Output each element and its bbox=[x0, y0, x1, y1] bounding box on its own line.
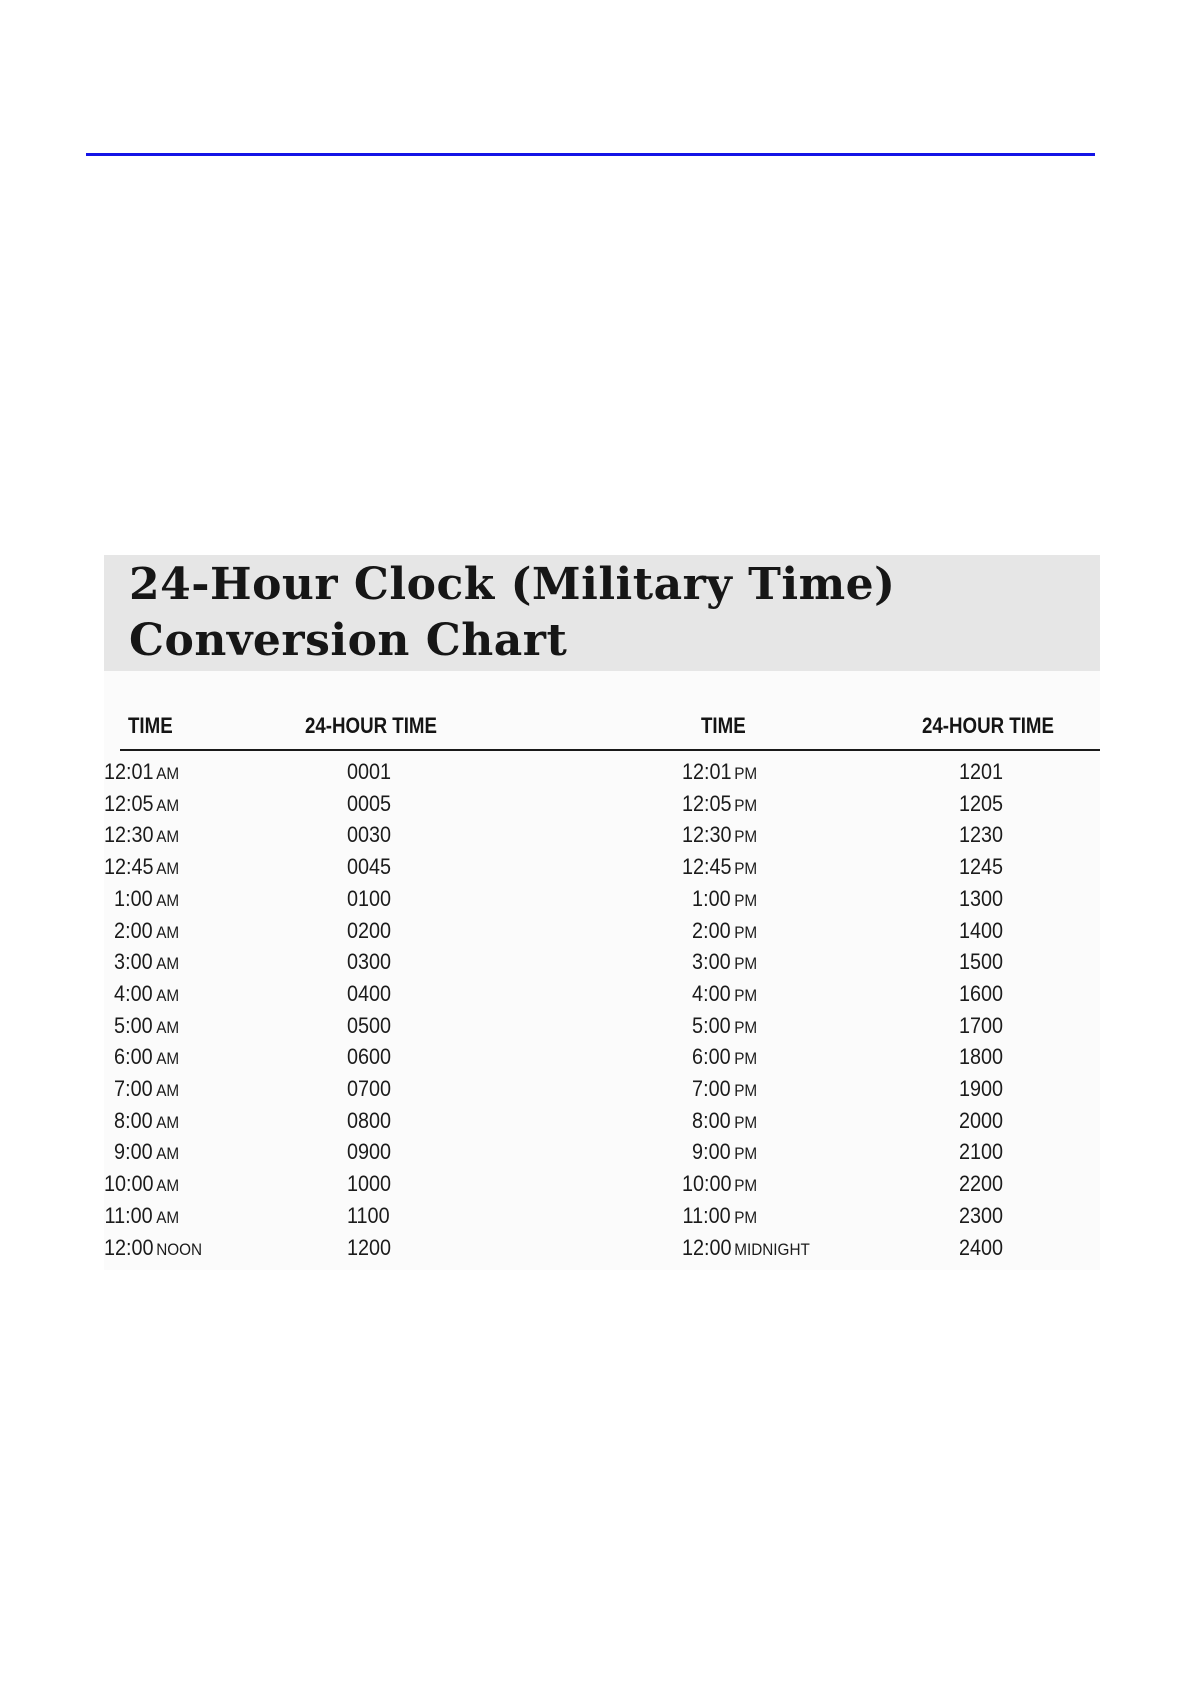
chart-title-line1: 24-Hour Clock (Military Time) bbox=[129, 559, 896, 610]
right-time-cell bbox=[682, 822, 781, 848]
right-time-suffix: PM bbox=[734, 922, 758, 942]
table-row bbox=[104, 791, 1100, 823]
column-header-rule bbox=[120, 749, 1100, 751]
right-time-suffix: PM bbox=[734, 1049, 758, 1069]
right-24hour-value: 1500 bbox=[959, 949, 1004, 975]
right-24hour-value: 1201 bbox=[959, 759, 1004, 784]
right-time-cell bbox=[682, 1234, 810, 1261]
left-time-suffix: AM bbox=[156, 795, 180, 815]
left-time-cell bbox=[104, 1171, 203, 1197]
left-time-value: 12:05 bbox=[104, 790, 154, 816]
right-time-value: 2:00 bbox=[692, 917, 731, 943]
table-row bbox=[104, 1139, 1100, 1171]
right-24hour-value: 2300 bbox=[959, 1202, 1004, 1228]
right-24hour-value: 2100 bbox=[959, 1139, 1004, 1165]
right-time-suffix: PM bbox=[734, 985, 758, 1005]
right-time-suffix: PM bbox=[734, 827, 758, 847]
table-row bbox=[104, 918, 1100, 950]
left-time-cell bbox=[104, 854, 203, 880]
left-time-cell bbox=[104, 981, 203, 1007]
right-time-value: 9:00 bbox=[692, 1139, 731, 1165]
right-time-value: 3:00 bbox=[692, 949, 731, 975]
right-time-suffix: PM bbox=[734, 795, 758, 815]
column-header-24hour-left: 24-HOUR TIME bbox=[305, 713, 437, 738]
left-time-value: 12:01 bbox=[104, 759, 154, 784]
left-time-cell bbox=[104, 1203, 203, 1229]
right-time-cell bbox=[682, 1139, 781, 1165]
left-time-suffix: AM bbox=[156, 1176, 180, 1196]
right-time-cell bbox=[682, 949, 781, 975]
left-time-value: 12:30 bbox=[104, 822, 154, 848]
column-header-time-right: TIME bbox=[701, 713, 746, 738]
right-time-suffix: PM bbox=[734, 859, 758, 879]
left-time-cell bbox=[104, 759, 203, 785]
left-time-suffix: AM bbox=[156, 1081, 180, 1100]
left-time-suffix: AM bbox=[156, 954, 180, 974]
title-band bbox=[104, 555, 1100, 671]
left-24hour-value: 0200 bbox=[347, 917, 392, 943]
table-row bbox=[104, 854, 1100, 886]
left-time-cell bbox=[104, 1108, 203, 1134]
left-24hour-value: 0045 bbox=[347, 854, 392, 880]
left-24hour-value: 0300 bbox=[347, 949, 392, 975]
left-24hour-value: 0700 bbox=[347, 1076, 392, 1101]
left-24hour-value: 1000 bbox=[347, 1171, 392, 1197]
header-rule bbox=[86, 153, 1095, 156]
left-time-suffix: AM bbox=[156, 764, 180, 783]
left-time-value: 8:00 bbox=[114, 1107, 153, 1133]
right-time-cell bbox=[682, 854, 781, 880]
right-time-cell bbox=[682, 1108, 781, 1134]
right-time-value: 10:00 bbox=[682, 1171, 732, 1197]
left-24hour-value: 0005 bbox=[347, 790, 392, 816]
right-time-value: 7:00 bbox=[692, 1076, 731, 1101]
chart-title-line2: Conversion Chart bbox=[129, 615, 568, 666]
left-24hour-value: 0500 bbox=[347, 1012, 392, 1038]
right-time-cell bbox=[682, 918, 781, 944]
left-24hour-value: 0030 bbox=[347, 822, 392, 848]
right-time-suffix: PM bbox=[734, 1176, 758, 1196]
right-24hour-value: 1230 bbox=[959, 822, 1004, 848]
left-24hour-value: 0800 bbox=[347, 1107, 392, 1133]
right-time-cell bbox=[682, 759, 781, 785]
right-time-cell bbox=[682, 886, 781, 912]
right-24hour-value: 1600 bbox=[959, 980, 1004, 1006]
left-time-suffix: AM bbox=[156, 1112, 180, 1132]
left-time-value: 9:00 bbox=[114, 1139, 153, 1165]
left-time-cell bbox=[104, 1013, 203, 1039]
right-time-cell bbox=[682, 791, 781, 817]
right-24hour-value: 1800 bbox=[959, 1044, 1004, 1070]
left-time-value: 2:00 bbox=[114, 917, 153, 943]
right-time-value: 8:00 bbox=[692, 1107, 731, 1133]
table-row bbox=[104, 1076, 1100, 1108]
table-row bbox=[104, 1013, 1100, 1045]
right-time-suffix: PM bbox=[734, 1112, 758, 1132]
right-time-value: 6:00 bbox=[692, 1044, 731, 1070]
column-header-time-left: TIME bbox=[128, 713, 173, 738]
left-time-cell bbox=[104, 1139, 203, 1165]
left-time-suffix: AM bbox=[156, 985, 180, 1005]
right-time-suffix: PM bbox=[734, 1081, 758, 1100]
left-24hour-value: 0600 bbox=[347, 1044, 392, 1070]
left-time-value: 7:00 bbox=[114, 1076, 153, 1101]
table-row bbox=[104, 1108, 1100, 1140]
right-time-cell bbox=[682, 1076, 781, 1102]
left-time-suffix: AM bbox=[156, 1144, 180, 1164]
left-time-cell bbox=[104, 1076, 203, 1102]
table-row bbox=[104, 949, 1100, 981]
left-time-cell bbox=[104, 918, 203, 944]
right-time-value: 1:00 bbox=[692, 885, 731, 911]
right-time-cell bbox=[682, 1013, 781, 1039]
left-time-value: 3:00 bbox=[114, 949, 153, 975]
left-time-cell bbox=[104, 791, 203, 817]
left-24hour-value: 0001 bbox=[347, 759, 392, 784]
left-time-value: 12:45 bbox=[104, 854, 154, 880]
right-time-value: 5:00 bbox=[692, 1012, 731, 1038]
right-24hour-value: 1400 bbox=[959, 917, 1004, 943]
right-time-value: 12:30 bbox=[682, 822, 732, 848]
left-time-cell bbox=[104, 949, 203, 975]
right-time-cell bbox=[682, 1044, 781, 1070]
right-24hour-value: 1700 bbox=[959, 1012, 1004, 1038]
table-row bbox=[104, 981, 1100, 1013]
conversion-chart bbox=[104, 555, 1100, 1270]
left-time-suffix: AM bbox=[156, 1207, 180, 1227]
left-24hour-value: 0400 bbox=[347, 980, 392, 1006]
right-24hour-value: 2000 bbox=[959, 1107, 1004, 1133]
right-24hour-value: 1205 bbox=[959, 790, 1004, 816]
right-time-value: 11:00 bbox=[682, 1202, 731, 1228]
table-row bbox=[104, 886, 1100, 918]
left-24hour-value: 1200 bbox=[347, 1234, 392, 1260]
left-time-cell bbox=[104, 1044, 203, 1070]
right-time-value: 12:05 bbox=[682, 790, 732, 816]
left-time-suffix: AM bbox=[156, 1017, 180, 1037]
right-time-cell bbox=[682, 1171, 781, 1197]
column-header-24hour-right: 24-HOUR TIME bbox=[922, 713, 1054, 738]
left-24hour-value: 1100 bbox=[347, 1202, 390, 1228]
right-time-suffix: MIDNIGHT bbox=[734, 1239, 810, 1259]
right-time-suffix: PM bbox=[734, 1207, 758, 1227]
right-time-value: 12:45 bbox=[682, 854, 732, 880]
table-row bbox=[104, 822, 1100, 854]
table-row bbox=[104, 1171, 1100, 1203]
right-time-cell bbox=[682, 1203, 781, 1229]
right-24hour-value: 1300 bbox=[959, 885, 1004, 911]
left-time-cell bbox=[104, 886, 203, 912]
right-time-value: 12:01 bbox=[682, 759, 732, 784]
left-time-suffix: AM bbox=[156, 859, 180, 879]
right-time-suffix: PM bbox=[734, 1017, 758, 1037]
right-time-value: 12:00 bbox=[682, 1234, 732, 1260]
left-time-value: 4:00 bbox=[114, 980, 153, 1006]
right-time-suffix: PM bbox=[734, 1144, 758, 1164]
left-time-value: 5:00 bbox=[114, 1012, 153, 1038]
right-time-cell bbox=[682, 981, 781, 1007]
left-time-value: 6:00 bbox=[114, 1044, 153, 1070]
right-time-suffix: PM bbox=[734, 890, 758, 910]
right-time-value: 4:00 bbox=[692, 980, 731, 1006]
right-24hour-value: 2400 bbox=[959, 1234, 1004, 1260]
right-24hour-value: 1245 bbox=[959, 854, 1004, 880]
left-time-suffix: AM bbox=[156, 827, 180, 847]
left-time-value: 10:00 bbox=[104, 1171, 154, 1197]
right-time-suffix: PM bbox=[734, 764, 758, 783]
table-row bbox=[104, 759, 1100, 791]
table-row bbox=[104, 1203, 1100, 1235]
left-time-suffix: AM bbox=[156, 922, 180, 942]
left-time-suffix: AM bbox=[156, 1049, 180, 1069]
right-24hour-value: 1900 bbox=[959, 1076, 1004, 1101]
left-time-suffix: AM bbox=[156, 890, 180, 910]
left-time-value: 12:00 bbox=[104, 1234, 154, 1260]
left-time-cell bbox=[104, 1235, 203, 1261]
left-time-suffix: NOON bbox=[156, 1239, 203, 1259]
left-time-cell bbox=[104, 822, 203, 848]
right-24hour-value: 2200 bbox=[959, 1171, 1004, 1197]
left-24hour-value: 0900 bbox=[347, 1139, 392, 1165]
table-row bbox=[104, 1044, 1100, 1076]
right-time-suffix: PM bbox=[734, 954, 758, 974]
left-time-value: 1:00 bbox=[114, 885, 153, 911]
left-time-value: 11:00 bbox=[104, 1202, 153, 1228]
table-row bbox=[104, 1235, 1100, 1267]
left-24hour-value: 0100 bbox=[347, 885, 392, 911]
